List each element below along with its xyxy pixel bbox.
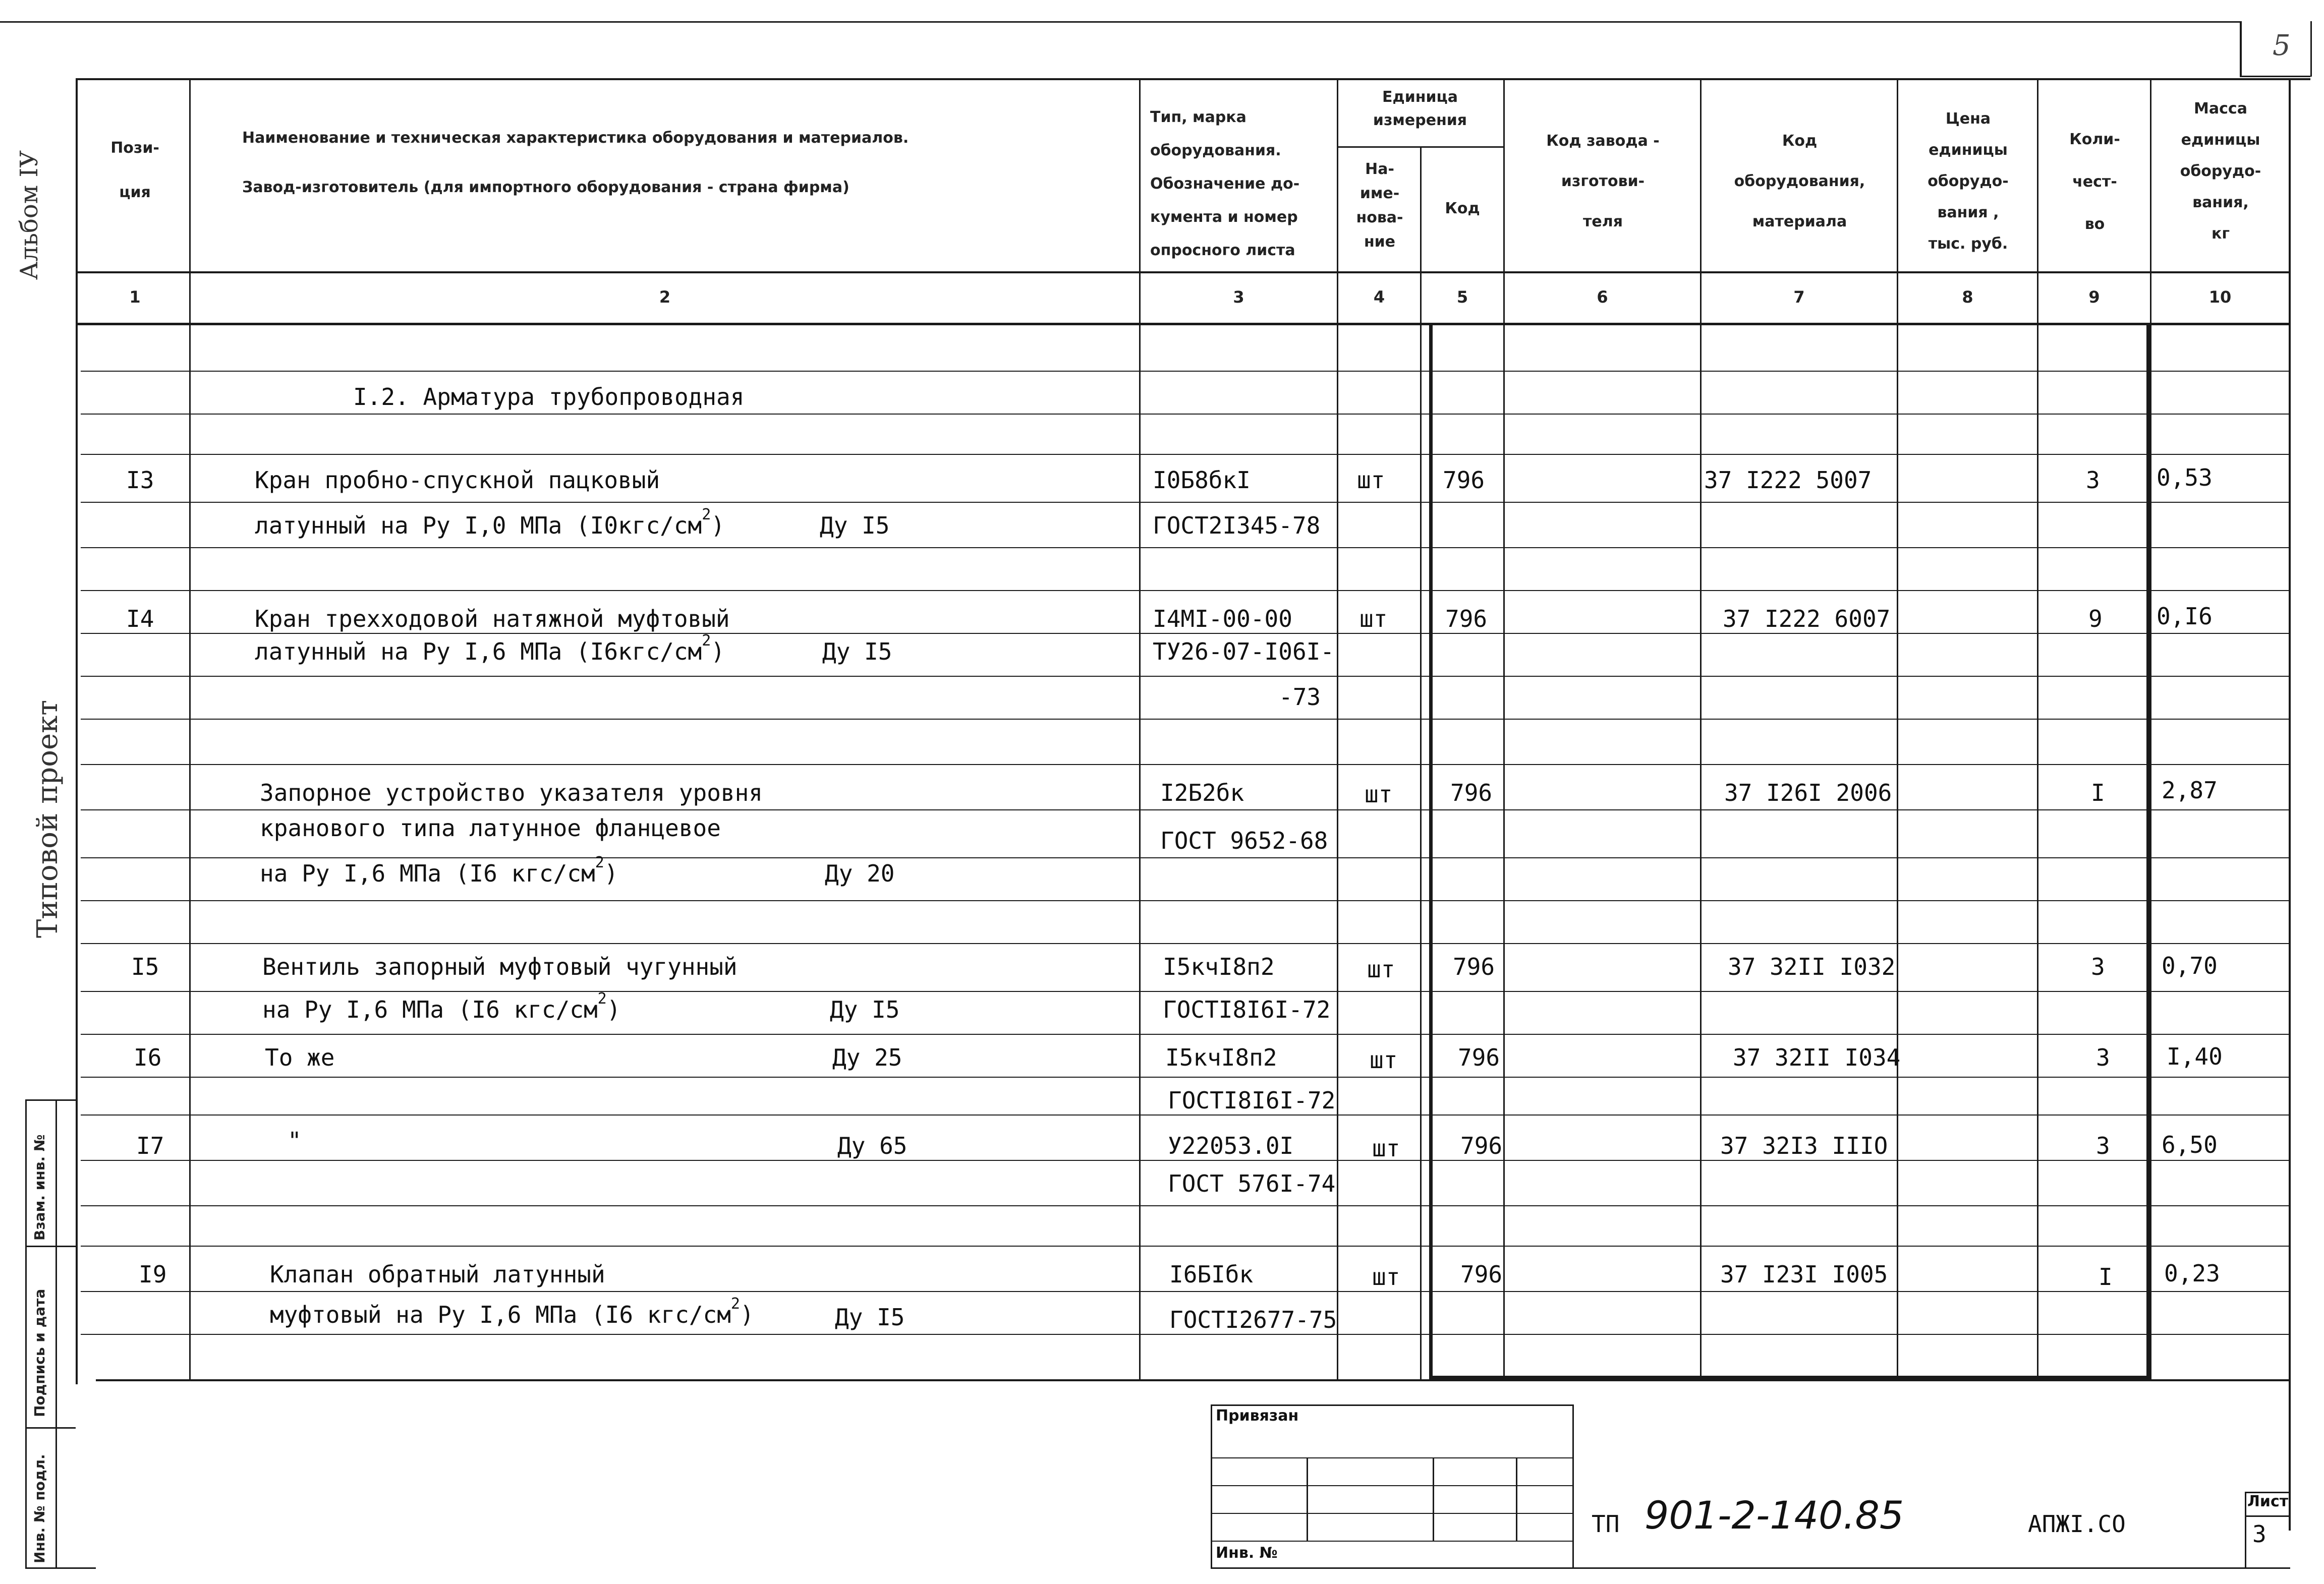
stamp-strip-mid	[55, 1099, 57, 1568]
row-name-line: кранового типа латунное фланцевое	[260, 814, 721, 842]
heavy-bottom	[1429, 1376, 2150, 1379]
row-type: I0Б8бкI	[1153, 466, 1251, 494]
hdr-name-l2: Завод-изготовитель (для импортного оборудования - страна фирма)	[242, 179, 849, 196]
row-line	[81, 1114, 2290, 1116]
row-line	[81, 502, 2290, 503]
row-code: 796	[1458, 1044, 1500, 1071]
row-type: ГОСТI8I6I-72	[1168, 1087, 1336, 1114]
hdr-name	[242, 126, 1130, 200]
hdr-type-l4: кумента и номер	[1150, 208, 1298, 226]
row-name-line: Вентиль запорный муфтовый чугунный	[262, 953, 738, 980]
hdr-mass-l4: вания,	[2192, 194, 2249, 211]
row-type: I2Б2бк	[1160, 779, 1244, 806]
hdr-mass-l3: оборудо-	[2180, 162, 2261, 180]
row-name-text: латунный на Ру I,6 МПа (I6кгс/см	[255, 638, 702, 665]
row-type: ГОСТ2I345-78	[1153, 512, 1321, 539]
colnum-5: 5	[1456, 287, 1468, 307]
row-code: 796	[1460, 1261, 1503, 1288]
row-name-text: на Ру I,6 МПа (I6 кгс/см	[260, 860, 595, 887]
hdr-mass-l5: кг	[2211, 225, 2230, 243]
hdr-type	[1150, 101, 1337, 267]
close-paren: )	[604, 860, 618, 887]
superscript: 2	[730, 1295, 740, 1313]
row-line	[81, 1077, 2290, 1078]
row-line	[81, 676, 2290, 677]
close-paren: )	[740, 1301, 754, 1328]
title-code: АПЖI.СО	[2028, 1510, 2126, 1538]
row-line	[81, 1034, 2290, 1035]
hdr-price-l4: вания ,	[1937, 204, 1999, 221]
hdr-unit-name	[1339, 157, 1420, 254]
row-pos: I6	[134, 1044, 162, 1071]
stamp-signature-date: Подпись и дата	[31, 1288, 48, 1417]
frame-left	[76, 78, 78, 1384]
row-mass: 0,53	[2157, 464, 2213, 491]
stamp-rule	[1433, 1457, 1434, 1541]
row-unit: шт	[1370, 1046, 1398, 1074]
hdr-type-l2: оборудования.	[1150, 142, 1281, 159]
row-mass: 2,87	[2162, 777, 2218, 804]
row-line	[81, 943, 2290, 944]
hdr-equip-code-l1: Код	[1782, 132, 1818, 150]
col-rule-2	[1139, 78, 1141, 1379]
row-unit: шт	[1372, 1263, 1400, 1290]
row-pos: I3	[126, 466, 154, 494]
row-pos: I4	[126, 605, 154, 632]
stamp-rule	[1211, 1485, 1574, 1486]
colnum-bottom-rule	[76, 323, 2290, 325]
row-name-line	[260, 854, 618, 887]
title-tp: ТП	[1592, 1510, 1620, 1538]
row-line	[81, 371, 2290, 372]
col-rule-3	[1337, 78, 1338, 1379]
row-code: 796	[1443, 466, 1485, 494]
colnum-8: 8	[1962, 287, 1973, 307]
row-line	[81, 1160, 2290, 1161]
hdr-type-l3: Обозначение до-	[1150, 175, 1300, 193]
row-dn: Ду I5	[835, 1304, 905, 1331]
col-rule-5	[1503, 78, 1505, 1379]
row-name-line	[255, 632, 725, 665]
row-line	[81, 414, 2290, 415]
row-unit: шт	[1365, 781, 1393, 808]
row-type: I5кчI8п2	[1165, 1044, 1277, 1071]
stamp-rule	[1516, 1457, 1517, 1541]
row-line	[81, 1246, 2290, 1247]
row-unit: шт	[1359, 605, 1388, 632]
sheet-label: Лист	[2247, 1493, 2289, 1510]
row-line	[81, 809, 2290, 810]
colnum-1: 1	[129, 287, 141, 307]
row-line	[81, 1334, 2290, 1335]
hdr-price-l3: оборудо-	[1928, 172, 2009, 190]
row-qty: 3	[2096, 1044, 2110, 1071]
row-mass: 0,70	[2162, 952, 2218, 979]
stamp-inv-podl: Инв. № подл.	[31, 1454, 48, 1563]
project-label: Типовой проект	[31, 699, 64, 938]
row-mass: 0,23	[2164, 1260, 2220, 1287]
colnum-2: 2	[659, 287, 671, 307]
hdr-factory	[1506, 121, 1700, 242]
hdr-mass-l2: единицы	[2181, 131, 2260, 149]
hdr-equip-code-l2: оборудования,	[1734, 172, 1865, 190]
row-mass: I,40	[2167, 1043, 2223, 1070]
row-type: ГОСТ 9652-68	[1160, 827, 1328, 854]
row-name-line: Кран пробно-спускной пацковый	[255, 466, 660, 494]
colnum-10: 10	[2208, 287, 2232, 307]
hdr-qty-l3: во	[2084, 215, 2105, 233]
superscript: 2	[702, 506, 711, 523]
corner-box-bottom	[2240, 76, 2310, 77]
row-line	[81, 857, 2290, 858]
row-equip: 37 32I3 IIIO	[1720, 1132, 1888, 1159]
row-dn: Ду I5	[830, 996, 900, 1023]
sheet-box-left	[2245, 1492, 2246, 1568]
colnum-4: 4	[1373, 287, 1385, 307]
stamp-rule	[1211, 1404, 1212, 1568]
row-dn: Ду 25	[832, 1044, 902, 1071]
colnum-7: 7	[1793, 287, 1805, 307]
title-number: 901-2-140.85	[1645, 1493, 1904, 1538]
row-type: ГОСТ 576I-74	[1168, 1170, 1336, 1197]
row-type: ТУ26-07-I06I-	[1153, 638, 1335, 665]
row-name-line: Клапан обратный латунный	[270, 1261, 605, 1288]
row-name-line: То же	[265, 1044, 335, 1071]
row-name-text: муфтовый на Ру I,6 МПа (I6 кгс/см	[270, 1301, 731, 1328]
row-qty: 3	[2091, 953, 2105, 980]
colnum-9: 9	[2088, 287, 2100, 307]
hdr-unit: Единица измерения	[1373, 88, 1467, 129]
stamp-strip-div2	[25, 1427, 76, 1429]
hdr-unit-name-l1: На-	[1365, 160, 1394, 178]
col-rule-4	[1420, 146, 1422, 1379]
hdr-type-l5: опросного листа	[1150, 242, 1295, 259]
row-unit: шт	[1372, 1135, 1400, 1162]
hdr-factory-l2: изготови-	[1561, 172, 1645, 190]
row-qty: 3	[2086, 466, 2100, 494]
row-type: I4MI-00-00	[1153, 605, 1292, 632]
row-name-line: Запорное устройство указателя уровня	[260, 779, 763, 806]
hdr-price-l5: тыс. руб.	[1928, 235, 2008, 253]
hdr-unit-name-l4: ние	[1364, 233, 1396, 251]
heavy-left	[1429, 325, 1433, 1379]
hdr-qty-l1: Коли-	[2069, 131, 2120, 148]
stamp-strip-top	[25, 1099, 76, 1101]
row-type: ГОСТI2677-75	[1169, 1306, 1337, 1333]
row-equip: 37 I222 5007	[1704, 466, 1872, 494]
corner-mark: 5	[2273, 29, 2291, 62]
stamp-strip-div1	[25, 1246, 76, 1247]
row-equip: 37 32II I032	[1728, 953, 1896, 980]
stamp-rule	[1211, 1513, 1574, 1514]
row-equip: 37 32II I034	[1733, 1044, 1901, 1071]
hdr-price-l1: Цена	[1945, 110, 1991, 128]
row-name-line: "	[288, 1127, 302, 1154]
colnum-6: 6	[1597, 287, 1608, 307]
corner-box-left	[2240, 21, 2242, 77]
row-unit: шт	[1367, 956, 1395, 983]
row-name-text: латунный на Ру I,0 МПа (I0кгс/см	[255, 512, 702, 539]
hdr-price-l2: единицы	[1929, 141, 2008, 159]
row-code: 796	[1450, 779, 1493, 806]
col-rule-9	[2150, 78, 2151, 1379]
row-unit: шт	[1357, 466, 1385, 494]
row-line	[81, 547, 2290, 548]
row-mass: 0,I6	[2157, 603, 2213, 630]
close-paren: )	[711, 512, 725, 539]
hdr-mass	[2152, 93, 2289, 250]
hdr-equip-code	[1703, 121, 1897, 242]
hdr-factory-l3: теля	[1583, 213, 1623, 230]
row-pos: I7	[136, 1132, 164, 1159]
row-type: I5кчI8п2	[1163, 953, 1275, 980]
hdr-pos-l1: Пози-	[110, 139, 159, 157]
row-line	[81, 991, 2290, 992]
row-mass: 6,50	[2162, 1131, 2218, 1158]
row-dn: Ду 20	[825, 860, 895, 887]
row-equip: 37 I222 6007	[1723, 605, 1891, 632]
row-qty: I	[2099, 1263, 2113, 1290]
table-bottom-rule	[96, 1379, 2290, 1381]
hdr-qty	[2039, 119, 2150, 246]
hdr-unit-code: Код	[1445, 200, 1480, 217]
row-pos: I5	[131, 953, 159, 980]
stamp-strip-bottom	[25, 1567, 96, 1569]
row-qty: 9	[2088, 605, 2103, 632]
superscript: 2	[595, 854, 604, 871]
stamp-inv-label: Инв. №	[1216, 1544, 1278, 1562]
row-line	[81, 454, 2290, 455]
sheet-box-mid	[2245, 1515, 2290, 1517]
stamp-strip-left	[25, 1099, 27, 1568]
row-type: У22053.0I	[1168, 1132, 1294, 1159]
row-dn: Ду I5	[820, 512, 890, 539]
row-name-line	[270, 1295, 754, 1328]
row-type: ГОСТI8I6I-72	[1163, 996, 1331, 1023]
stamp-rule	[1211, 1404, 1574, 1406]
col-rule-8	[2037, 78, 2038, 1379]
row-dn: Ду I5	[822, 638, 892, 665]
row-line	[81, 590, 2290, 591]
row-name-line: Кран трехходовой натяжной муфтовый	[255, 605, 730, 632]
row-line	[81, 764, 2290, 765]
close-paren: )	[711, 638, 725, 665]
hdr-pos-l2: ция	[119, 184, 151, 201]
frame-top	[76, 78, 2310, 80]
row-code: 796	[1460, 1132, 1503, 1159]
row-code: 796	[1445, 605, 1488, 632]
hdr-unit-name-l2: име-	[1359, 185, 1400, 202]
row-name-text: на Ру I,6 МПа (I6 кгс/см	[262, 996, 598, 1023]
hdr-qty-l2: чест-	[2072, 173, 2117, 191]
colnum-3: 3	[1233, 287, 1244, 307]
hdr-type-l1: Тип, марка	[1150, 108, 1246, 126]
frame-right	[2289, 78, 2291, 1531]
row-line	[81, 1205, 2290, 1206]
hdr-name-l1: Наименование и техническая характеристика оборудования и материалов.	[242, 129, 909, 147]
superscript: 2	[702, 632, 711, 650]
unit-subheader-rule	[1337, 146, 1503, 148]
hdr-price	[1899, 103, 2037, 260]
stamp-rule	[1211, 1567, 2290, 1569]
stamp-rule	[1572, 1404, 1574, 1568]
hdr-mass-l1: Масса	[2194, 100, 2247, 118]
section-title: I.2. Арматура трубопроводная	[353, 383, 745, 410]
row-type: I6БIбк	[1169, 1261, 1254, 1288]
row-equip: 37 I23I I005	[1720, 1261, 1888, 1288]
col-rule-7	[1897, 78, 1898, 1379]
row-dn: Ду 65	[837, 1132, 908, 1159]
stamp-rule	[1307, 1457, 1308, 1541]
close-paren: )	[606, 996, 621, 1023]
row-qty: 3	[2096, 1132, 2110, 1159]
row-code: 796	[1453, 953, 1495, 980]
stamp-rule	[1211, 1541, 1574, 1542]
hdr-unit-name-l3: нова-	[1356, 209, 1403, 226]
top-rule	[0, 21, 2240, 23]
superscript: 2	[597, 990, 607, 1008]
stamp-rule	[1211, 1457, 1574, 1458]
row-name-line	[255, 506, 725, 539]
hdr-factory-l1: Код завода -	[1546, 132, 1660, 150]
row-line	[81, 900, 2290, 901]
col-rule-6	[1700, 78, 1702, 1379]
row-name-line	[262, 990, 621, 1023]
row-line	[81, 1291, 2290, 1292]
album-label: Альбом IУ	[15, 150, 43, 280]
corner-box-right	[2310, 21, 2312, 77]
stamp-bound-label: Привязан	[1216, 1407, 1299, 1425]
row-line	[81, 633, 2290, 634]
stamp-vzam-inv: Взам. инв. №	[31, 1134, 48, 1241]
sheet-number: 3	[2252, 1520, 2266, 1548]
col-rule-1	[189, 78, 191, 1379]
heavy-right	[2146, 325, 2150, 1379]
row-equip: 37 I26I 2006	[1724, 779, 1892, 806]
row-line	[81, 719, 2290, 720]
hdr-equip-code-l3: материала	[1752, 213, 1847, 230]
row-type: -73	[1279, 683, 1321, 711]
row-qty: I	[2091, 779, 2105, 806]
row-pos: I9	[139, 1261, 167, 1288]
header-bottom-rule	[76, 271, 2290, 273]
hdr-pos	[81, 136, 189, 205]
